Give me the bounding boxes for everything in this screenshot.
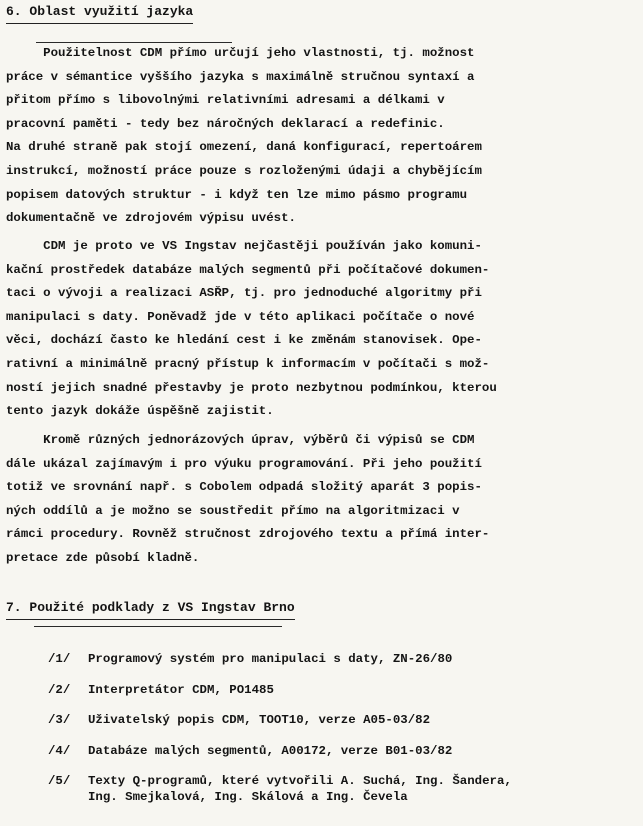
- text-line: Použitelnost CDM přímo určují jeho vlastnosti, tj. možnost: [6, 46, 475, 60]
- text-line: ných oddílů a je možno se soustředit přímo na algoritmizaci v: [6, 503, 460, 518]
- reference-text: Uživatelský popis CDM, TOOT10, verze A05-03/82: [88, 713, 431, 727]
- text-line: kační prostředek databáze malých segmentů při počítačové dokumen-: [6, 262, 490, 277]
- text-line: dále ukázal zajímavým i pro výuku programování. Při jeho použití: [6, 456, 482, 471]
- section-6-paragraph-2: [6, 235, 636, 424]
- section-7-divider: [34, 626, 282, 627]
- reference-number: /4/: [48, 743, 71, 758]
- text-line: ností jejich snadné přestavby je proto nezbytnou podmínkou, kterou: [6, 380, 497, 395]
- text-line: totiž ve srovnání např. s Cobolem odpadá složitý aparát 3 popis-: [6, 480, 482, 495]
- text-line: tento jazyk dokáže úspěšně zajistit.: [6, 404, 274, 419]
- reference-text-block: [88, 770, 512, 816]
- reference-text-continuation: Ing. Smejkalová, Ing. Skálová a Ing. Čevela: [88, 790, 408, 804]
- text-line: věci, dochází často ke hledání cest i ke změnám stanovisek. Ope-: [6, 333, 482, 348]
- text-line: taci o vývoji a realizaci ASŘP, tj. pro jednoduché algoritmy při: [6, 286, 482, 301]
- text-line: práce v sémantice vyššího jazyka s maximálně stručnou syntaxí a: [6, 69, 475, 84]
- section-6-paragraph-1: [6, 42, 636, 231]
- reference-text: Interpretátor CDM, PO1485: [88, 682, 274, 697]
- reference-list: [48, 648, 638, 816]
- section-7-heading: [6, 600, 295, 620]
- reference-text: Databáze malých segmentů, A00172, verze B01-03/82: [88, 743, 453, 758]
- text-line: Na druhé straně pak stojí omezení, daná konfigurací, repertoárem: [6, 140, 482, 155]
- reference-number: /3/: [48, 713, 71, 727]
- reference-text: Texty Q-programů, které vytvořili A. Suchá, Ing. Šandera,: [88, 774, 512, 788]
- text-line: manipulaci s daty. Poněvadž jde v této aplikaci počítače o nové: [6, 309, 475, 324]
- text-line: popisem datových struktur - i když ten lze mimo pásmo programu: [6, 187, 468, 202]
- reference-item: [48, 770, 638, 816]
- text-line: CDM je proto ve VS Ingstav nejčastěji používán jako komuni-: [6, 239, 482, 253]
- section-6-title: 6. Oblast využití jazyka: [6, 4, 193, 24]
- reference-text: Programový systém pro manipulaci s daty, ZN-26/80: [88, 652, 453, 666]
- text-line: pracovní paměti - tedy bez náročných deklarací a redefinic.: [6, 116, 445, 131]
- text-line: dokumentačně ve zdrojovém výpisu uvést.: [6, 211, 296, 226]
- reference-item: [48, 709, 638, 740]
- reference-number: /2/: [48, 682, 71, 697]
- reference-item: [48, 648, 638, 679]
- text-line: rámci procedury. Rovněž stručnost zdrojového textu a přímá inter-: [6, 527, 490, 542]
- text-line: instrukcí, možností práce pouze s rozloženými údaji a chybějícím: [6, 163, 482, 178]
- reference-item: [48, 679, 638, 710]
- text-line: Kromě různých jednorázových úprav, výběrů či výpisů se CDM: [6, 433, 475, 447]
- reference-item: [48, 740, 638, 771]
- reference-number: /5/: [48, 774, 71, 788]
- reference-number: /1/: [48, 652, 71, 666]
- section-7-title: 7. Použité podklady z VS Ingstav Brno: [6, 600, 295, 620]
- section-6-heading: [6, 4, 193, 24]
- text-line: přitom přímo s libovolnými relativními adresami a délkami v: [6, 93, 445, 108]
- text-line: pretace zde působí kladně.: [6, 550, 200, 565]
- section-6-paragraph-3: [6, 429, 636, 571]
- text-line: rativní a minimálně pracný přístup k informacím v počítači s mož-: [6, 356, 490, 371]
